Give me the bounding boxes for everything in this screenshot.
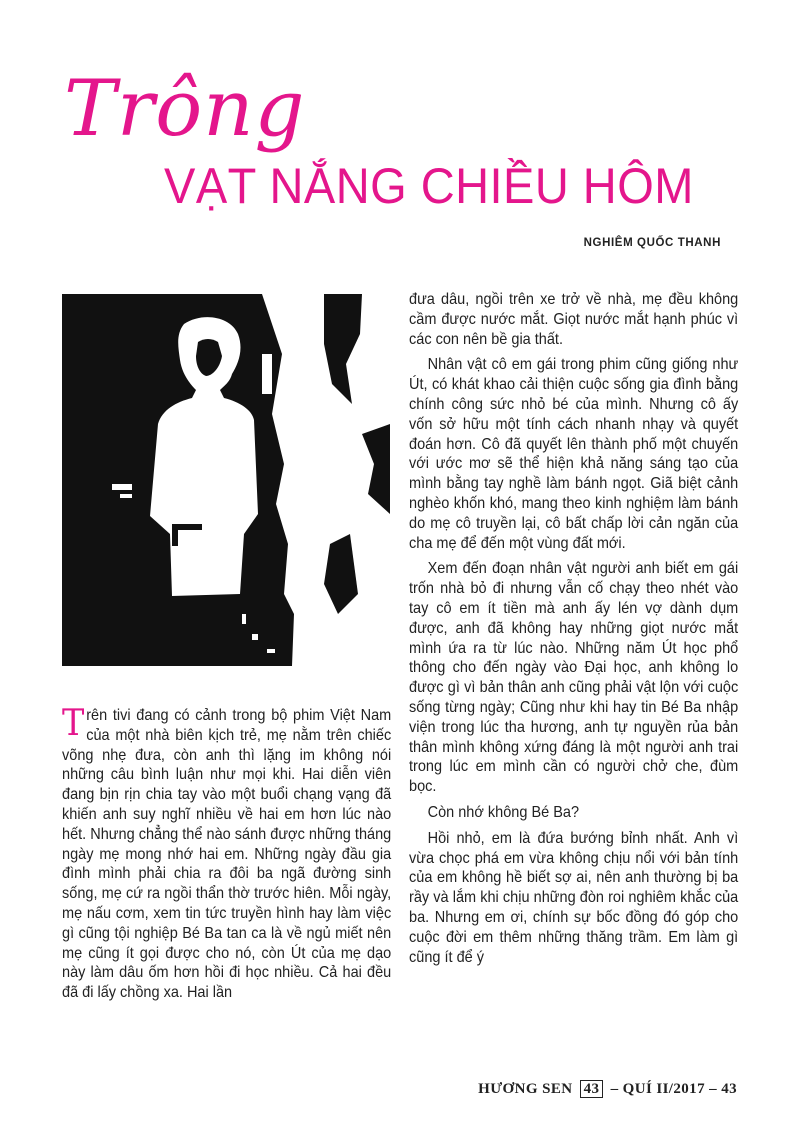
paragraph: Còn nhớ không Bé Ba?	[427, 803, 580, 821]
magazine-name: HƯƠNG SEN	[478, 1081, 573, 1097]
author-name: NGHIÊM QUỐC THANH	[583, 237, 721, 249]
issue-number: 43	[580, 1080, 604, 1098]
paragraph: Nhân vật cô em gái trong phim cũng giống như Út, có khát khao cải thiện cuộc sống gia đình bằng chính công sức nhỏ bé của mình. Nhưng cô ấy vốn sở hữu một tính cách nhanh nhạy và quyết đoán hơn. Cô đã quyết lên thành phố một chuyến với ước mơ sẽ thể hiện khả năng sáng tạo của mình bằng tay nghề làm bánh ngọt. Giã biệt cảnh nghèo khốn khó, mang theo kinh nghiệm làm bánh do mẹ cô truyền lại, cô bất chấp lời cản ngăn của cha mẹ để đến một vùng đất mới.	[409, 356, 739, 552]
column-left	[62, 703, 392, 1009]
paragraph	[62, 703, 392, 1003]
title-script: Trông	[64, 64, 306, 154]
paragraph-text: rên tivi đang có cảnh trong bộ phim Việt Nam của một nhà biên kịch trẻ, mẹ nằm trên chiếc võng nhẹ đưa, còn anh thì lặng im không nói những câu bình luận như mọi khi. Hai diễn viên đang bịn rịn chia tay vào một buổi chạng vạng đã khiến anh suy nghĩ nhiều về hai em hơn lúc nào hết. Nhưng chẳng thể nào sánh được những tháng ngày mẹ mong nhớ hai em. Những ngày đầu gia đình mình phải chia ra đôi ba ngã đường sinh sống, mẹ cứ ra ngồi thẩn thờ trước hiên. Mỗi ngày, mẹ nấu cơm, xem tin tức truyền hình hay làm việc gì cũng tội nghiệp Bé Ba tan ca là về ngủ miết nên mẹ cũng ít gọi được cho nó, còn Út của mẹ dạo này làm dâu ốm hơn hồi đi học nhiều. Cả hai đều đã đi lấy chồng xa. Hai lần	[62, 707, 392, 1002]
paragraph: Xem đến đoạn nhân vật người anh biết em gái trốn nhà bỏ đi nhưng vẫn cố chạy theo nhét vào tay cô em ít tiền mà anh ấy lén vợ dành dụm được, anh đã không hay những giọt nước mắt mình ứa ra từ lúc nào. Những năm Út học phổ thông cho đến ngày vào Đại học, anh không lo được gì vì bản thân anh cũng phải vật lộn với cuộc sống từng ngày; Cũng như khi hay tin Bé Ba nhập viện trong lúc tha hương, anh tự nguyền rủa bản thân mình không xứng đáng là một người anh trai trong lúc em mình cần có người chở che, đùm bọc.	[409, 560, 739, 796]
illustration-image	[62, 294, 390, 666]
paragraph: đưa dâu, ngồi trên xe trở về nhà, mẹ đều không cầm được nước mắt. Giọt nước mắt hạnh phúc vì các con nên bề gia thất.	[409, 291, 739, 348]
paragraph: Hồi nhỏ, em là đứa bướng bỉnh nhất. Anh vì vừa chọc phá em vừa không chịu nổi với bản tính của em không hề biết sợ ai, nên anh thường bị ba rầy và lắm khi chịu những đòn roi nghiêm khắc của ba. Nhưng em ơi, chính sự bốc đồng đó góp cho cuộc đời em thêm những thăng trầm. Em làm gì cũng ít để ý	[409, 829, 739, 966]
woman-silhouette-illustration	[62, 294, 390, 666]
column-right	[409, 290, 738, 973]
drop-cap: T	[62, 703, 85, 744]
page-footer	[478, 1080, 737, 1098]
title-main: VẠT NẮNG CHIỀU HÔM	[164, 158, 694, 214]
issue-period: – QUÍ II/2017 –	[610, 1081, 718, 1097]
page-number: 43	[721, 1081, 737, 1097]
